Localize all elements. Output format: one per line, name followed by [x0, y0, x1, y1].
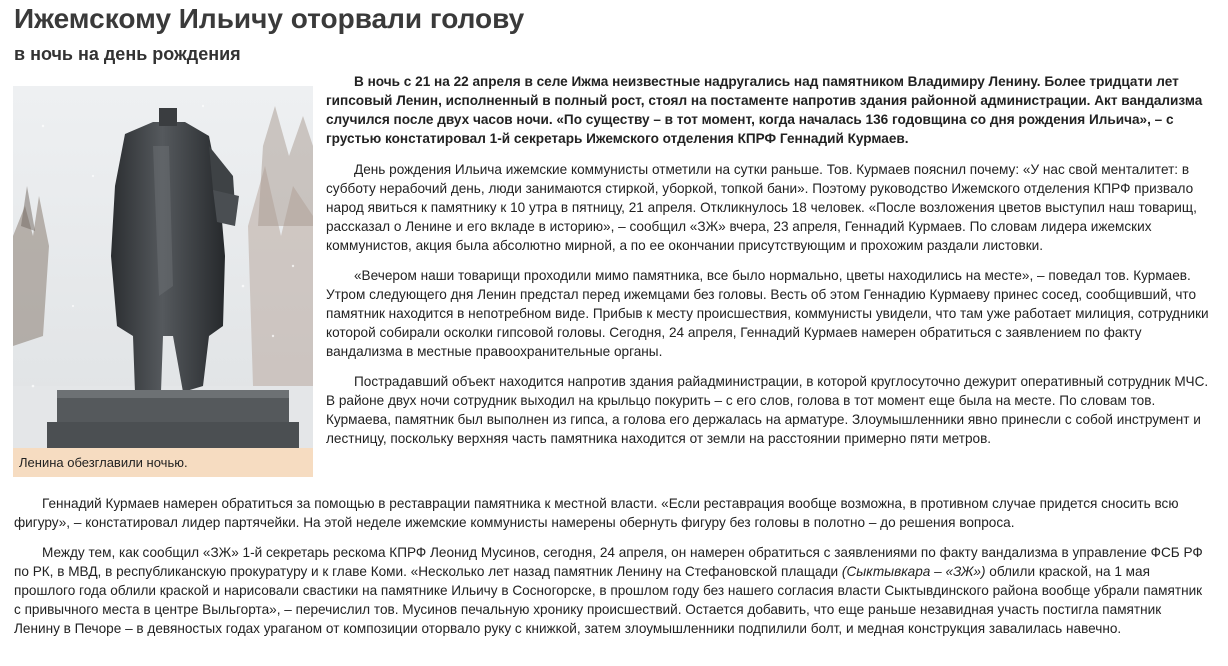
article-photo-figure [13, 86, 313, 477]
article-column-text [326, 72, 1210, 459]
article-full-width-text [14, 494, 1210, 649]
article-subtitle: в ночь на день рождения [14, 44, 241, 64]
article-title: Ижемскому Ильичу оторвали голову [14, 3, 525, 34]
paragraph-text: Между тем, как сообщил «ЗЖ» 1-й секретарь рескома КПРФ Леонид Мусинов, сегодня, 24 апреля, он намерен обратиться с заявлениями по факту вандализма в управление ФСБ РФ по РК, в МВД, в республиканскую прокуратуру и к главе Коми. «Несколько лет назад памятник Ленину на Стефановской плащади [14, 545, 1203, 579]
article-lead: В ночь с 21 на 22 апреля в селе Ижма неизвестные надругались над памятником Владимиру Ленину. Более тридцати лет гипсовый Ленин, исполненный в полный рост, стоял на постаменте напротив здания районной администрации. Акт вандализма случился после двух часов ночи. «По существу – в тот момент, когда началась 136 годовщина со дня рождения Ильича», – с грустью констатировал 1-й секретарь Ижемского отделения КПРФ Геннадий Курмаев. [326, 74, 1203, 146]
article-paragraph: Пострадавший объект находится напротив здания райадминистрации, в которой круглосуточно дежурит оперативный сотрудник МЧС. В районе двух ночи сотрудник выходил на крыльцо покурить – с его слов, голова в тот момент еще была на месте. По словам тов. Курмаева, памятник был выполнен из гипса, а голова его держалась на арматуре. Злоумышленники явно принесли с собой инструмент и лестницу, поскольку верхняя часть памятника находится от земли на расстоянии примерно пяти метров. [326, 374, 1209, 446]
editorial-note: (Сыктывкара – «ЗЖ») [841, 564, 986, 579]
article-paragraph: День рождения Ильича ижемские коммунисты отметили на сутки раньше. Тов. Курмаев пояснил почему: «У нас свой менталитет: в субботу нерабочий день, люди занимаются стиркой, уборкой, топкой бани». Поэтому руководство Ижемского отделения КПРФ призвало народ явиться к памятнику к 10 утра в пятницу, 21 апреля. Откликнулось 18 человек. «После возложения цветов выступил наш товарищ, рассказал о Ленине и его вкладе в историю», – сообщил «ЗЖ» вчера, 23 апреля, Геннадий Курмаев. По словам лидера ижемских коммунистов, акция была абсолютно мирной, а по ее окончании присутствующим и прохожим раздали листовки. [326, 162, 1197, 253]
photo-caption: Ленина обезглавили ночью. [13, 448, 313, 477]
article-paragraph: Геннадий Курмаев намерен обратиться за помощью в реставрации памятника к местной власти. «Если реставрация вообще возможна, в противном случае придется сносить всю фигуру», – констатировал лидер партячейки. На этой неделе ижемские коммунисты намерены обернуть фигуру без головы в полотно – до решения вопроса. [14, 496, 1179, 530]
article-paragraph [14, 543, 1210, 638]
article-paragraph: «Вечером наши товарищи проходили мимо памятника, все было нормально, цветы находились на месте», – поведал тов. Курмаев. Утром следующего дня Ленин предстал перед ижемцами без головы. Весть об этом Геннадию Курмаеву принес сосед, сообщивший, что памятник находится в непотребном виде. Прибыв к месту происшествия, коммунисты увидели, что там уже работает милиция, сотрудники которой собирали осколки гипсовой головы. Сегодня, 24 апреля, Геннадий Курмаев намерен обратиться с заявлением по факту вандализма в местные правоохранительные органы. [326, 268, 1209, 359]
lenin-statue-photo [13, 86, 313, 448]
paragraph-text: облили краской, на 1 мая прошлого года облили краской и нарисовали свастики на памятнике Ильичу в Сосногорске, в прошлом году без нашего согласия власти Сыктывдинского района вообще убрали памятник с привычного места в центре Выльгорта», – перечислил тов. Мусинов печальную хронику происшествий. Остается добавить, что еще раньше незавидная участь постигла памятник Ленину в Печоре – в девяностых годах ураганом от композиции оторвало руку с книжкой, затем злоумышленники подпилили болт, и медная конструкция завалилась навечно. [14, 564, 1203, 636]
